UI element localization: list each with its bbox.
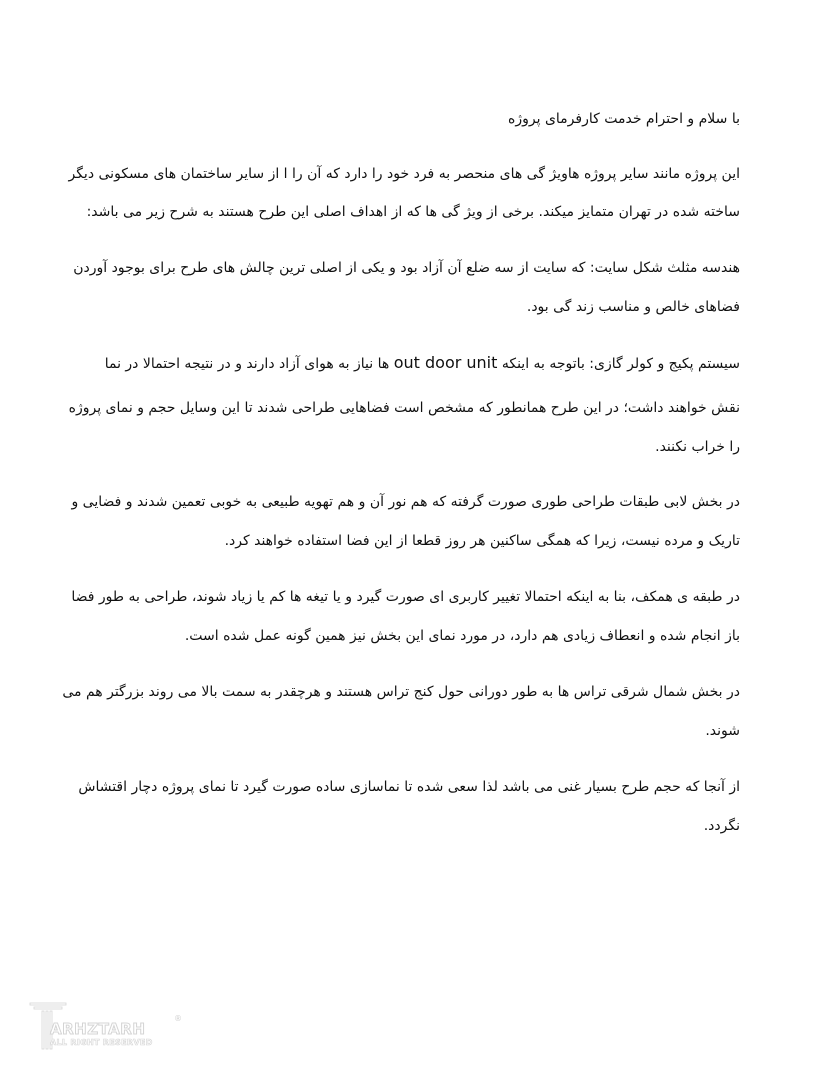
paragraph-4-line-1: در بخش لابی طبقات طراحی طوری صورت گرفته که هم نور آن و هم تهویه طبیعی به خوبی تعمین شدند و فضایی و [71,494,740,510]
greeting-line: با سلام و احترام خدمت کارفرمای پروژه [508,111,740,127]
paragraph-7-line-2: نگردد. [703,818,740,834]
registered-mark: ® [174,1014,182,1023]
paragraph-5-line-1: در طبقه ی همکف، بنا به اینکه احتمالا تغییر کاربری ای صورت گیرد و یا تیغه ها کم یا زیاد شوند، طراحی به طور فضا [71,589,740,605]
paragraph-3-line-1 [106,353,740,374]
paragraph-6-line-2: شوند. [705,723,740,739]
watermark-brand: ARHZTARH [50,1020,146,1038]
paragraph-3-line-1-start: سیستم پکیج و کولر گازی: باتوجه به اینکه [501,356,740,372]
paragraph-5-line-2: باز انجام شده و انعطاف زیادی هم دارد، در مورد نمای این بخش نیز همین گونه عمل شده است. [184,628,740,644]
paragraph-3-line-2: نقش خواهند داشت؛ در این طرح همانطور که مشخص است فضاهایی طراحی شدند تا این وسایل حجم و نمای پروژه [68,400,740,416]
paragraph-3-line-1-end: ها نیاز به هوای آزاد دارند و در نتیجه احتمالا در نما [104,356,390,372]
paragraph-7-line-1: از آنجا که حجم طرح بسیار غنی می باشد لذا سعی شده تا نماسازی ساده صورت گیرد تا نمای پروژه دچار اقتشاش [78,779,740,795]
paragraph-3-line-3: را خراب نکنند. [655,439,740,455]
watermark-logo [28,1000,188,1052]
paragraph-2-line-2: فضاهای خالص و مناسب زند گی بود. [526,299,740,315]
watermark-subtitle: ALL RIGHT RESERVED [50,1038,153,1047]
paragraph-1-line-1: این پروژه مانند سایر پروژه هاویژ گی های منحصر به فرد خود را دارد که آن را ا از سایر ساختمان های مسکونی دیگر [68,166,740,182]
paragraph-2-line-1: هندسه مثلث شکل سایت: که سایت از سه ضلع آن آزاد بود و یکی از اصلی ترین چالش های طرح برای بوجود آوردن [73,260,740,276]
paragraph-4-line-2: تاریک و مرده نیست، زیرا که همگی ساکنین هر روز قطعا از این فضا استفاده خواهند کرد. [224,533,740,549]
out-door-unit-term: out door unit [393,353,498,372]
paragraph-6-line-1: در بخش شمال شرقی تراس ها به طور دورانی حول کنج تراس هستند و هرچقدر به سمت بالا می روند بزرگتر هم می [62,684,740,700]
paragraph-1-line-2: ساخته شده در تهران متمایز میکند. برخی از ویژ گی ها که از اهداف اصلی این طرح هستند به شرح زیر می باشد: [86,204,740,220]
